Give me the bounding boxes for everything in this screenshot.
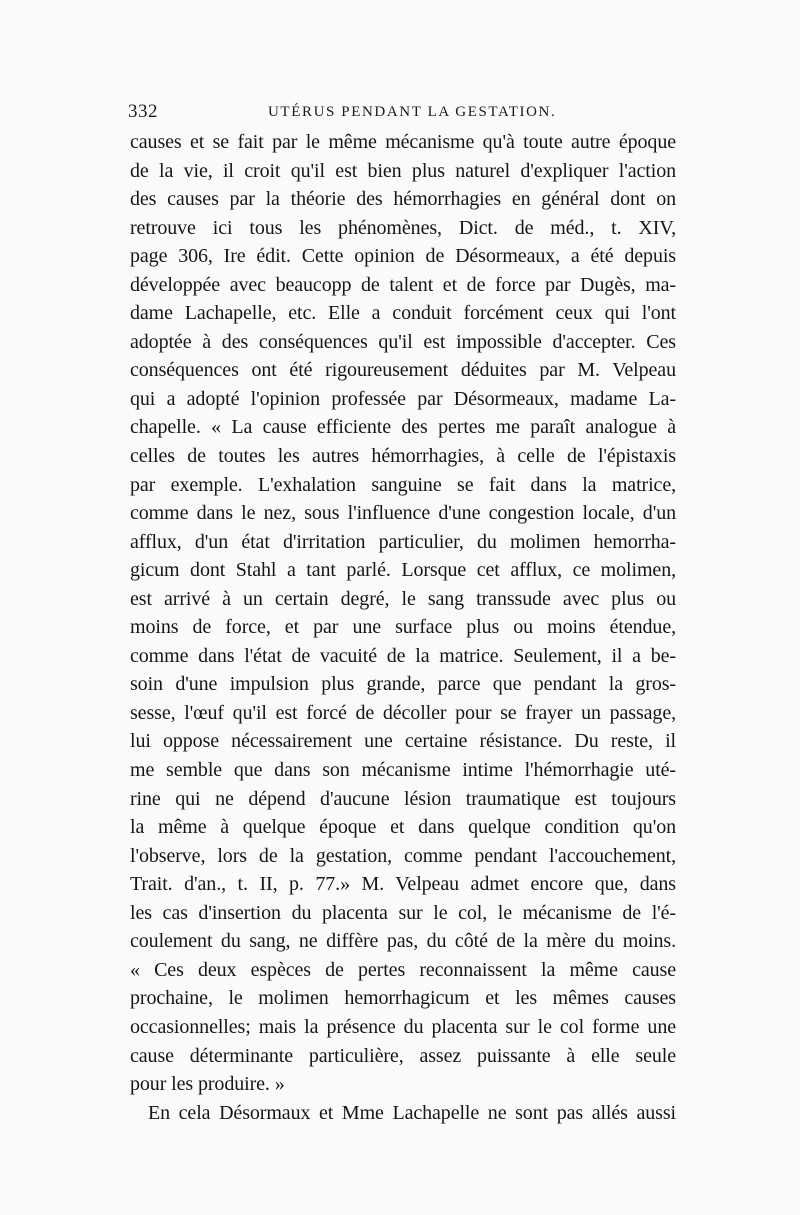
- text-line: celles de toutes les autres hémorrhagies, à celle de l'épistaxis: [130, 445, 676, 468]
- text-line: En cela Désormaux et Mme Lachapelle ne sont pas allés aussi: [148, 1101, 676, 1124]
- text-line: les cas d'insertion du placenta sur le col, le mécanisme de l'é-: [130, 901, 676, 924]
- text-line: moins de force, et par une surface plus ou moins étendue,: [130, 616, 676, 639]
- text-line: qui a adopté l'opinion professée par Désormeaux, madame La-: [130, 387, 676, 410]
- text-line: dame Lachapelle, etc. Elle a conduit forcément ceux qui l'ont: [130, 302, 676, 325]
- text-line: sesse, l'œuf qu'il est forcé de décoller pour se frayer un passage,: [130, 701, 676, 724]
- text-line: Trait. d'an., t. II, p. 77.» M. Velpeau admet encore que, dans: [130, 873, 676, 896]
- running-title: UTÉRUS PENDANT LA GESTATION.: [268, 104, 557, 120]
- text-line: rine qui ne dépend d'aucune lésion traumatique est toujours: [130, 787, 676, 810]
- running-head: [128, 101, 676, 125]
- text-line: prochaine, le molimen hemorrhagicum et les mêmes causes: [130, 987, 676, 1010]
- text-line: page 306, Ire édit. Cette opinion de Désormeaux, a été depuis: [130, 245, 676, 268]
- text-line: occasionnelles; mais la présence du placenta sur le col forme une: [130, 1015, 676, 1038]
- text-line: adoptée à des conséquences qu'il est impossible d'accepter. Ces: [130, 330, 676, 353]
- text-line: est arrivé à un certain degré, le sang transsude avec plus ou: [130, 587, 676, 610]
- text-line: des causes par la théorie des hémorrhagies en général dont on: [130, 188, 676, 211]
- text-line: gicum dont Stahl a tant parlé. Lorsque cet afflux, ce molimen,: [130, 559, 676, 582]
- body-text: [130, 128, 676, 1127]
- text-line: la même à quelque époque et dans quelque condition qu'on: [130, 816, 676, 839]
- text-line: lui oppose nécessairement une certaine résistance. Du reste, il: [130, 730, 676, 753]
- text-line: l'observe, lors de la gestation, comme pendant l'accouchement,: [130, 844, 676, 867]
- text-line: conséquences ont été rigoureusement déduites par M. Velpeau: [130, 359, 676, 382]
- text-line: par exemple. L'exhalation sanguine se fait dans la matrice,: [130, 473, 676, 496]
- text-line: comme dans l'état de vacuité de la matrice. Seulement, il a be-: [130, 644, 676, 667]
- text-line: cause déterminante particulière, assez puissante à elle seule: [130, 1044, 676, 1067]
- text-line: « Ces deux espèces de pertes reconnaissent la même cause: [130, 958, 676, 981]
- text-line: de la vie, il croit qu'il est bien plus naturel d'expliquer l'action: [130, 159, 676, 182]
- text-line: chapelle. « La cause efficiente des pertes me paraît analogue à: [130, 416, 676, 439]
- text-line: me semble que dans son mécanisme intime l'hémorrhagie uté-: [130, 759, 676, 782]
- text-line: soin d'une impulsion plus grande, parce que pendant la gros-: [130, 673, 676, 696]
- text-line: comme dans le nez, sous l'influence d'une congestion locale, d'un: [130, 502, 676, 525]
- text-line: causes et se fait par le même mécanisme qu'à toute autre époque: [130, 131, 676, 153]
- text-line: coulement du sang, ne diffère pas, du côté de la mère du moins.: [130, 930, 676, 953]
- page-number: 332: [128, 101, 158, 122]
- text-line: afflux, d'un état d'irritation particulier, du molimen hemorrha-: [130, 530, 676, 553]
- text-line: développée avec beaucopp de talent et de force par Dugès, ma-: [130, 273, 676, 296]
- text-line: pour les produire. »: [130, 1073, 285, 1096]
- text-line: retrouve ici tous les phénomènes, Dict. de méd., t. XIV,: [130, 216, 676, 239]
